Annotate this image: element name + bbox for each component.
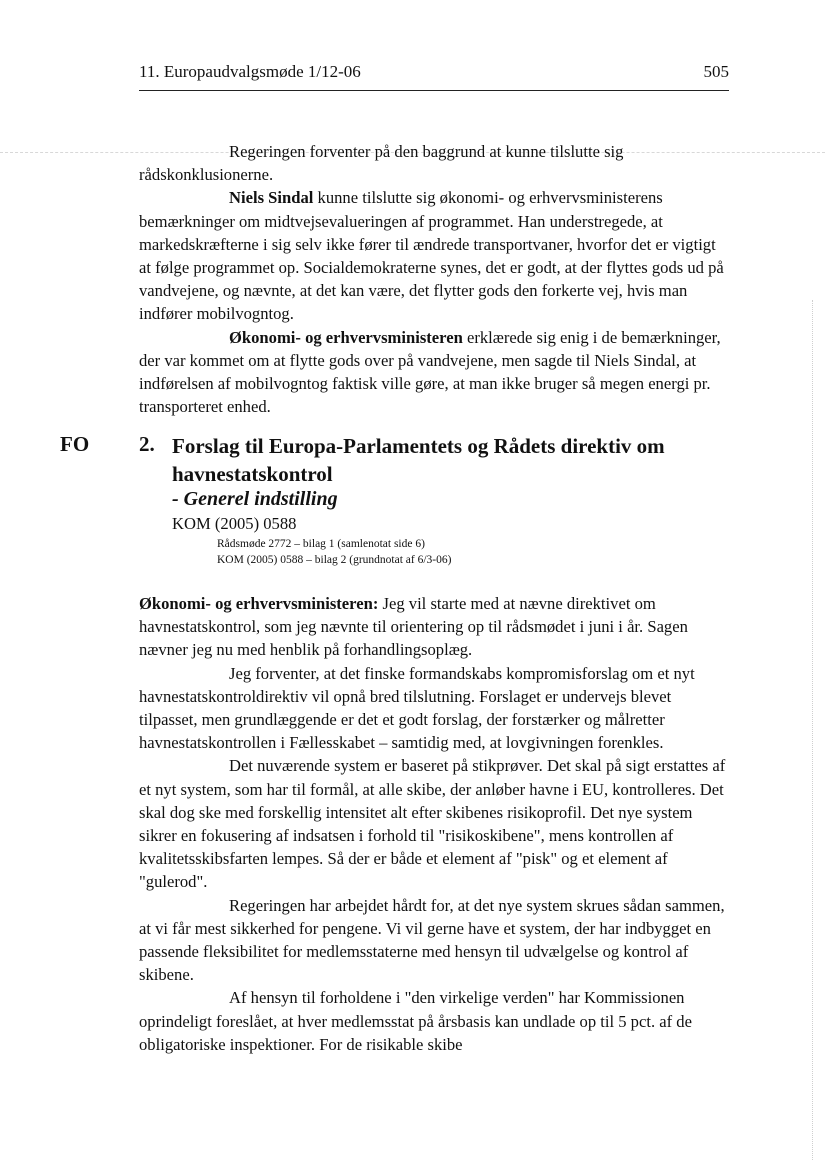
reference-line: KOM (2005) 0588 – bilag 2 (grundnotat af 6/3-06) (217, 554, 452, 566)
section-text (139, 592, 731, 1056)
section-paragraph-4: Regeringen har arbejdet hårdt for, at det nye system skrues sådan sammen, at vi får mest sikkerhed for pengene. Vi vil gerne have et system, der har indbygget en passende fleksibilitet for medlemsstaterne med hensyn til udvælgelse og kontrol af skibene. (139, 895, 725, 985)
paragraph-text: erklærede sig enig i de bemærkninger, der var kommet om at flytte gods over på vandvejene, men sagde til Niels Sindal, at indførelsen af mobilvogntog faktisk ville gøre, at man ikke bruger så megen energi pr. transporteret enhed. (139, 327, 721, 417)
speaker-name: Niels Sindal (229, 188, 314, 208)
page-number: 505 (703, 62, 729, 81)
agenda-kom-reference: KOM (2005) 0588 (172, 514, 297, 533)
section-paragraph-3: Det nuværende system er baseret på stikprøver. Det skal på sigt erstattes af et nyt system, som har til formål, at alle skibe, der anløber havne i EU, kontrolleres. Det skal dog ske med forskellig intensitet alt efter skibenes risikoprofil. Det nye system sikrer en fokusering af indsatsen i forhold til "risikoskibene", mens kontrollen af kvalitetsskibsfarten lempes. Så der er både et element af "pisk" og et element af "gulerod". (139, 756, 726, 892)
agenda-subtitle: - Generel indstilling (172, 488, 338, 510)
intro-paragraph-2 (139, 186, 731, 325)
margin-code: FO (60, 432, 90, 456)
reference-line: Rådsmøde 2772 – bilag 1 (samlenotat side 6) (217, 538, 425, 550)
intro-paragraph-3 (139, 326, 731, 419)
intro-paragraph-1b: rådskonklusionerne. (139, 165, 274, 185)
agenda-title: Forslag til Europa-Parlamentets og Rådets direktiv om havnestatskontrol (172, 434, 665, 486)
section-paragraph-5: Af hensyn til forholdene i "den virkelige verden" har Kommissionen oprindeligt foreslået, at hver medlemsstat på årsbasis kan undlade op til 5 pct. af de obligatoriske inspektioner. For de risikable skibe (139, 988, 692, 1054)
agenda-number: 2. (139, 432, 155, 456)
speaker-name: Økonomi- og erhvervsministeren (229, 327, 463, 347)
paragraph-text: Jeg vil starte med at nævne direktivet om havnestatskontrol, som jeg nævnte til orientering op til rådsmødet i juni i år. Sagen nævner jeg nu med henblik på forhandlingsoplæg. (139, 594, 688, 660)
section-paragraph-1 (139, 592, 731, 662)
scan-edge-artifact (812, 300, 813, 1160)
section-paragraph-2: Jeg forventer, at det finske formandskabs kompromisforslag om et nyt havnestatskontroldirektiv vil opnå bred tilslutning. Forslaget er undervejs blevet tilpasset, men grundlæggende er det et godt forslag, der forstærker og målretter havnestatskontrollen i Fællesskabet – samtidig med, at lovgivningen forenkles. (139, 663, 695, 753)
paragraph-text: kunne tilslutte sig økonomi- og erhvervsministerens bemærkninger om midtvejsevalueringen af programmet. Han understregede, at markedskræfterne i sig selv ikke fører til ændrede transportvaner, hvorfor det er vigtigt at følge programmet op. Socialdemokraterne synes, det er godt, at der flyttes gods ud på vandvejene, og nævnte, at det kan være, det flytter gods den forkerte vej, hvis man indfører mobilvogntog. (139, 188, 724, 324)
speaker-name: Økonomi- og erhvervsministeren: (139, 594, 379, 613)
running-header (139, 62, 729, 91)
intro-paragraph-1a: Regeringen forventer på den baggrund at kunne tilslutte sig (229, 142, 624, 161)
header-meeting-title: 11. Europaudvalgsmøde 1/12-06 (139, 62, 361, 81)
agenda-document-references (217, 536, 451, 568)
intro-text (139, 140, 731, 418)
